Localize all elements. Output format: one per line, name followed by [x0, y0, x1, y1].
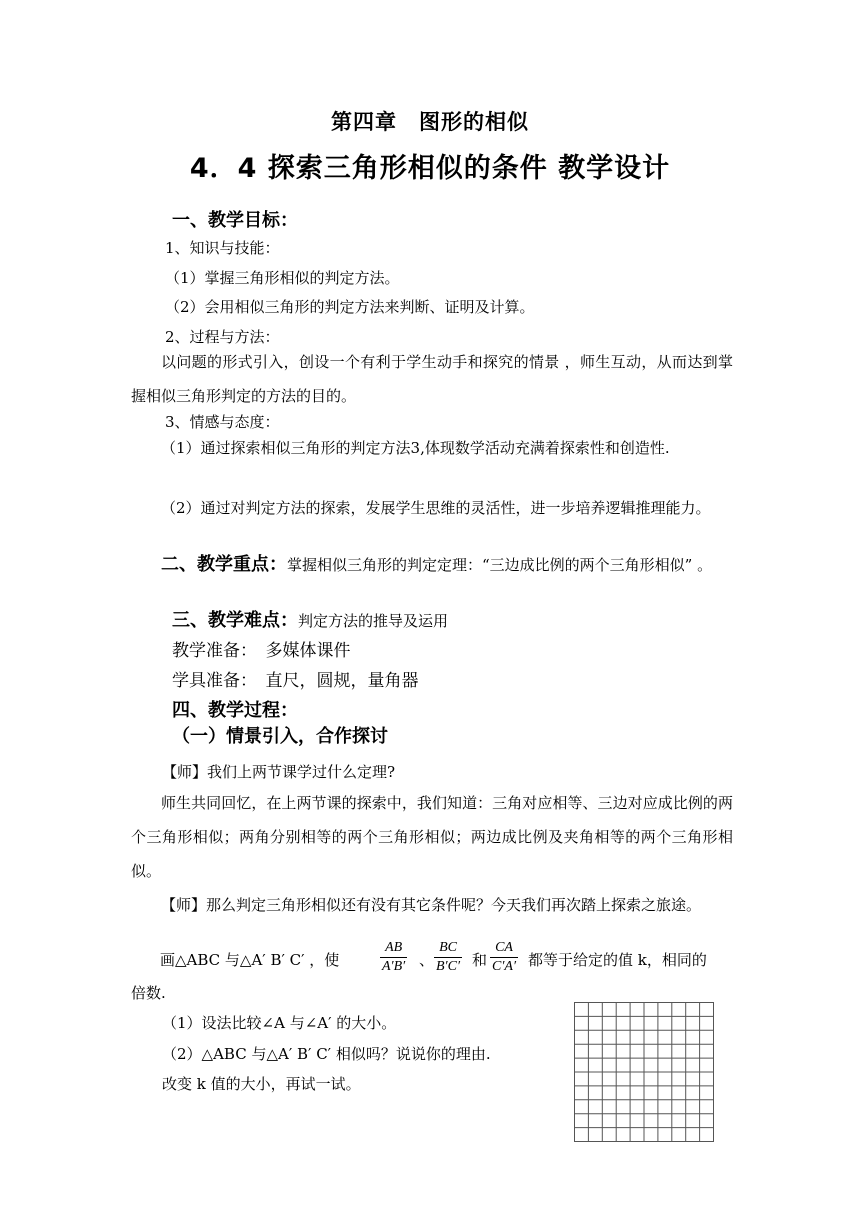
key-text: 掌握相似三角形的判定定理：“三边成比例的两个三角形相似” 。 [287, 556, 713, 574]
fraction-ab-bar [380, 957, 407, 958]
knowledge-item-1: （1）掌握三角形相似的判定方法。 [165, 269, 400, 287]
separator-2: 和 [472, 951, 488, 969]
fraction-ab-denominator: A′B′ [382, 959, 406, 974]
task-3: 改变 k 值的大小，再试一试。 [162, 1075, 361, 1093]
difficult-text: 判定方法的推导及运用 [298, 612, 449, 630]
recall-paragraph: 师生共同回忆，在上两节课的探索中，我们知道：三角对应相等、三边对应成比例的两个三角形相似；两角分别相等的两个三角形相似；两边成比例及夹角相等的两个三角形相似。 [131, 794, 733, 880]
task-2: （2）△ABC 与△A′ B′ C′ 相似吗？说说你的理由. [162, 1045, 491, 1063]
fraction-ab-numerator: AB [385, 940, 403, 955]
emotion-heading: 3、情感与态度： [165, 413, 280, 431]
objectives-heading: 一、教学目标： [172, 210, 298, 231]
fraction-bc-bar [434, 957, 462, 958]
fraction-bc [434, 940, 462, 975]
process-heading: 2、过程与方法： [165, 328, 280, 346]
fraction-ca-numerator: CA [495, 940, 513, 955]
teacher-preparation: 教学准备： 多媒体课件 [172, 641, 351, 661]
key-heading: 二、教学重点： [161, 554, 287, 575]
difficult-heading: 三、教学难点： [172, 610, 298, 631]
emotion-item-1: （1）通过探索相似三角形的判定方法3,体现数学活动充满着探索性和创造性. [161, 439, 670, 457]
task-1: （1）设法比较∠A 与∠A′ 的大小。 [162, 1014, 397, 1032]
teacher-question-2: 【师】那么判定三角形相似还有没有其它条件呢？今天我们再次踏上探索之旅途。 [161, 896, 702, 914]
fraction-bc-numerator: BC [439, 940, 457, 955]
key-point [131, 548, 733, 582]
draw-instruction-prefix: 画△ABC 与△A′ B′ C′ ，使 [160, 951, 340, 969]
separator-1: 、 [419, 951, 435, 969]
draw-instruction-suffix: 都等于给定的值 k，相同的 [528, 951, 707, 969]
fraction-ca [490, 940, 518, 975]
emotion-item-2: （2）通过对判定方法的探索，发展学生思维的灵活性，进一步培养逻辑推理能力。 [161, 499, 711, 517]
page-title: 4．4 探索三角形相似的条件 教学设计 [189, 153, 671, 184]
student-preparation: 学具准备： 直尺，圆规，量角器 [172, 671, 419, 691]
fraction-ab [380, 940, 407, 975]
fraction-ca-denominator: C′A′ [492, 959, 517, 974]
knowledge-item-2: （2）会用相似三角形的判定方法来判断、证明及计算。 [165, 298, 535, 316]
fraction-ca-bar [490, 957, 518, 958]
fraction-bc-denominator: B′C′ [436, 959, 461, 974]
process-main-heading: 四、教学过程： [172, 700, 298, 721]
teacher-question-1: 【师】我们上两节课学过什么定理? [162, 763, 396, 781]
square-grid [574, 1002, 714, 1142]
knowledge-heading: 1、知识与技能： [165, 239, 280, 257]
chapter-title: 第四章 图形的相似 [331, 110, 529, 134]
draw-instruction-line-2: 倍数. [131, 984, 166, 1002]
process-paragraph: 以问题的形式引入，创设一个有利于学生动手和探究的情景 ，师生互动，从而达到掌握相似三角形判定的方法的目的。 [131, 353, 733, 405]
sub-heading-scenario: （一）情景引入，合作探讨 [172, 726, 388, 747]
difficult-point [172, 606, 448, 632]
